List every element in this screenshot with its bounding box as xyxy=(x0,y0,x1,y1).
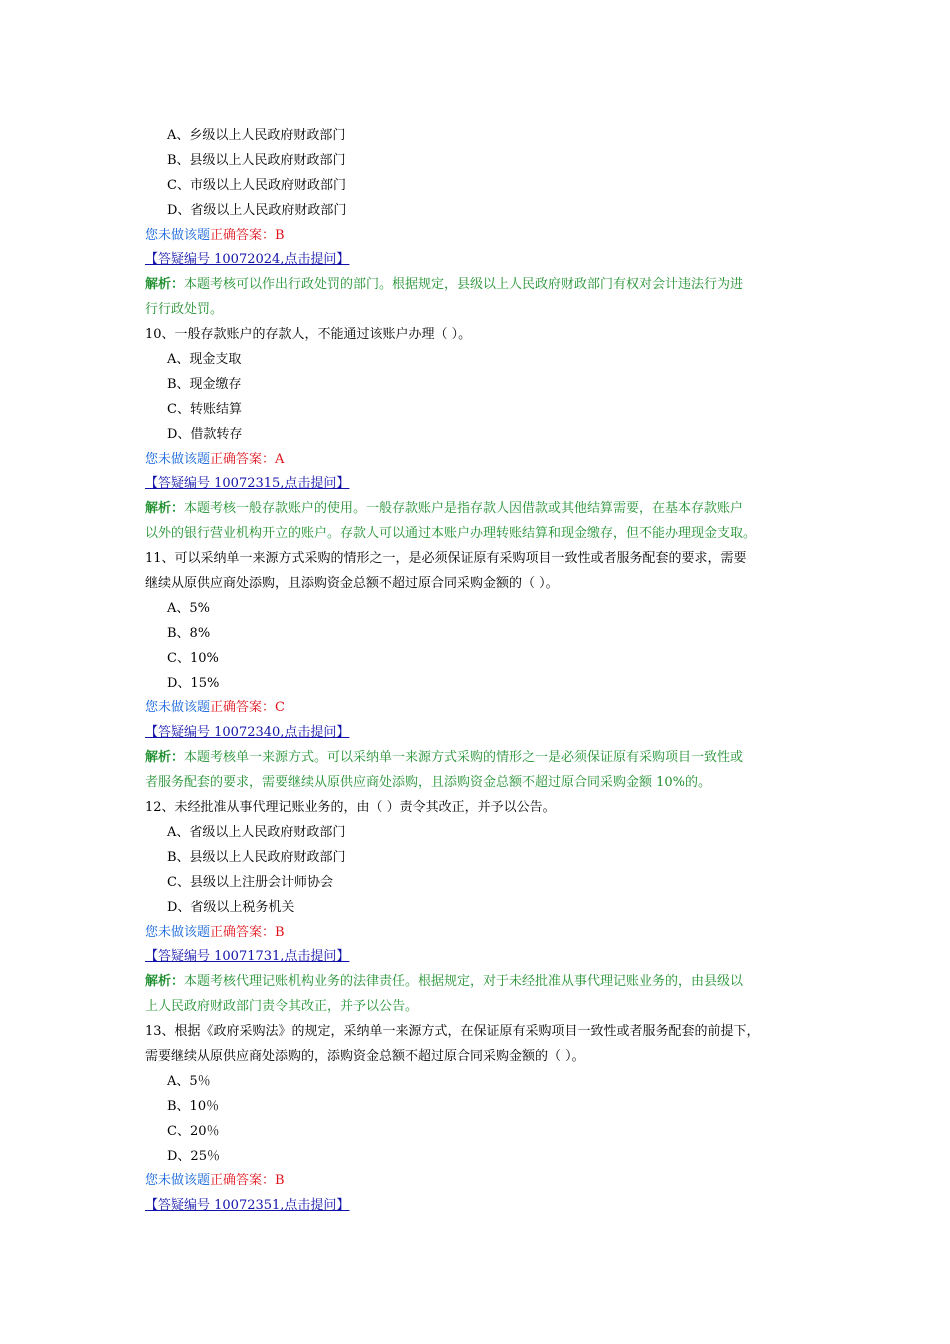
explanation-text: 本题考核单一来源方式。可以采纳单一来源方式采购的情形之一是必须保证原有采购项目一致性或 xyxy=(184,750,744,766)
explanation-text: 行行政处罚。 xyxy=(145,302,224,318)
correct-answer: 正确答案：C xyxy=(210,700,285,716)
option-c: C、20％ xyxy=(167,1123,220,1139)
question-text: 11、可以采纳单一来源方式采购的情形之一，是必须保证原有采购项目一致性或者服务配套的要求，需要 xyxy=(145,551,747,567)
option-b: B、县级以上人民政府财政部门 xyxy=(167,152,346,168)
option-d: D、25％ xyxy=(167,1148,220,1164)
option-a: A、5% xyxy=(167,600,211,616)
correct-answer: 正确答案：B xyxy=(210,227,285,243)
explanation-label: 解析： xyxy=(145,974,185,990)
question-text: 12、未经批准从事代理记账业务的，由（ ）责令其改正，并予以公告。 xyxy=(145,800,556,816)
option-d: D、15% xyxy=(167,675,220,691)
question-12 xyxy=(145,796,815,1020)
question-13 xyxy=(145,1020,815,1219)
ask-question-link[interactable]: 【答疑编号 10072315,点击提问】 xyxy=(145,476,350,492)
correct-answer: 正确答案：A xyxy=(210,451,285,467)
ask-question-link[interactable]: 【答疑编号 10072024,点击提问】 xyxy=(145,252,350,268)
option-c: C、县级以上注册会计师协会 xyxy=(167,874,333,890)
explanation-text: 本题考核代理记账机构业务的法律责任。根据规定，对于未经批准从事代理记账业务的，由县级以 xyxy=(184,974,744,990)
ask-question-link[interactable]: 【答疑编号 10071731,点击提问】 xyxy=(145,949,350,965)
question-10 xyxy=(145,323,815,547)
answer-row xyxy=(145,224,815,249)
explanation xyxy=(145,970,815,1020)
option-c: C、10% xyxy=(167,650,219,666)
option-b: B、县级以上人民政府财政部门 xyxy=(167,849,346,865)
option-c: C、市级以上人民政府财政部门 xyxy=(167,177,346,193)
question-text: 继续从原供应商处添购，且添购资金总额不超过原合同采购金额的（ ）。 xyxy=(145,576,559,592)
option-a: A、5％ xyxy=(167,1073,211,1089)
answer-row xyxy=(145,448,815,473)
ask-question-link[interactable]: 【答疑编号 10072351,点击提问】 xyxy=(145,1198,350,1214)
option-b: B、8% xyxy=(167,625,211,641)
option-b: B、10％ xyxy=(167,1098,220,1114)
status-text: 您未做该题 xyxy=(145,451,211,467)
explanation-label: 解析： xyxy=(145,277,185,293)
explanation-label: 解析： xyxy=(145,501,185,517)
status-text: 您未做该题 xyxy=(145,227,211,243)
status-text: 您未做该题 xyxy=(145,1173,211,1189)
question-text: 13、根据《政府采购法》的规定，采纳单一来源方式，在保证原有采购项目一致性或者服务配套的前提下， xyxy=(145,1024,760,1040)
explanation-text: 本题考核一般存款账户的使用。一般存款账户是指存款人因借款或其他结算需要，在基本存款账户 xyxy=(184,501,744,517)
answer-row xyxy=(145,696,815,721)
question-9 xyxy=(145,124,815,323)
document-page xyxy=(145,124,815,1219)
correct-answer: 正确答案：B xyxy=(210,1173,285,1189)
status-text: 您未做该题 xyxy=(145,924,211,940)
explanation xyxy=(145,746,815,796)
explanation-text: 上人民政府财政部门责令其改正，并予以公告。 xyxy=(145,999,419,1015)
option-a: A、现金支取 xyxy=(167,352,242,368)
option-c: C、转账结算 xyxy=(167,401,242,417)
option-b: B、现金缴存 xyxy=(167,376,242,392)
question-11 xyxy=(145,547,815,796)
explanation-text: 者服务配套的要求，需要继续从原供应商处添购，且添购资金总额不超过原合同采购金额 10%的。 xyxy=(145,775,712,791)
question-text: 10、一般存款账户的存款人，不能通过该账户办理（ ）。 xyxy=(145,327,472,343)
explanation-text: 以外的银行营业机构开立的账户。存款人可以通过本账户办理转账结算和现金缴存，但不能办理现金支取。 xyxy=(145,526,757,542)
explanation-label: 解析： xyxy=(145,750,185,766)
status-text: 您未做该题 xyxy=(145,700,211,716)
correct-answer: 正确答案：B xyxy=(210,924,285,940)
option-a: A、乡级以上人民政府财政部门 xyxy=(167,128,346,143)
option-d: D、借款转存 xyxy=(167,426,243,442)
explanation-text: 本题考核可以作出行政处罚的部门。根据规定，县级以上人民政府财政部门有权对会计违法行为进 xyxy=(184,277,744,293)
option-d: D、省级以上税务机关 xyxy=(167,899,295,915)
explanation xyxy=(145,273,815,323)
option-d: D、省级以上人民政府财政部门 xyxy=(167,202,347,218)
ask-question-link[interactable]: 【答疑编号 10072340,点击提问】 xyxy=(145,725,350,741)
explanation xyxy=(145,497,815,547)
option-a: A、省级以上人民政府财政部门 xyxy=(167,824,346,840)
answer-row xyxy=(145,921,815,946)
answer-row xyxy=(145,1169,815,1194)
question-text: 需要继续从原供应商处添购的，添购资金总额不超过原合同采购金额的（ ）。 xyxy=(145,1048,585,1064)
